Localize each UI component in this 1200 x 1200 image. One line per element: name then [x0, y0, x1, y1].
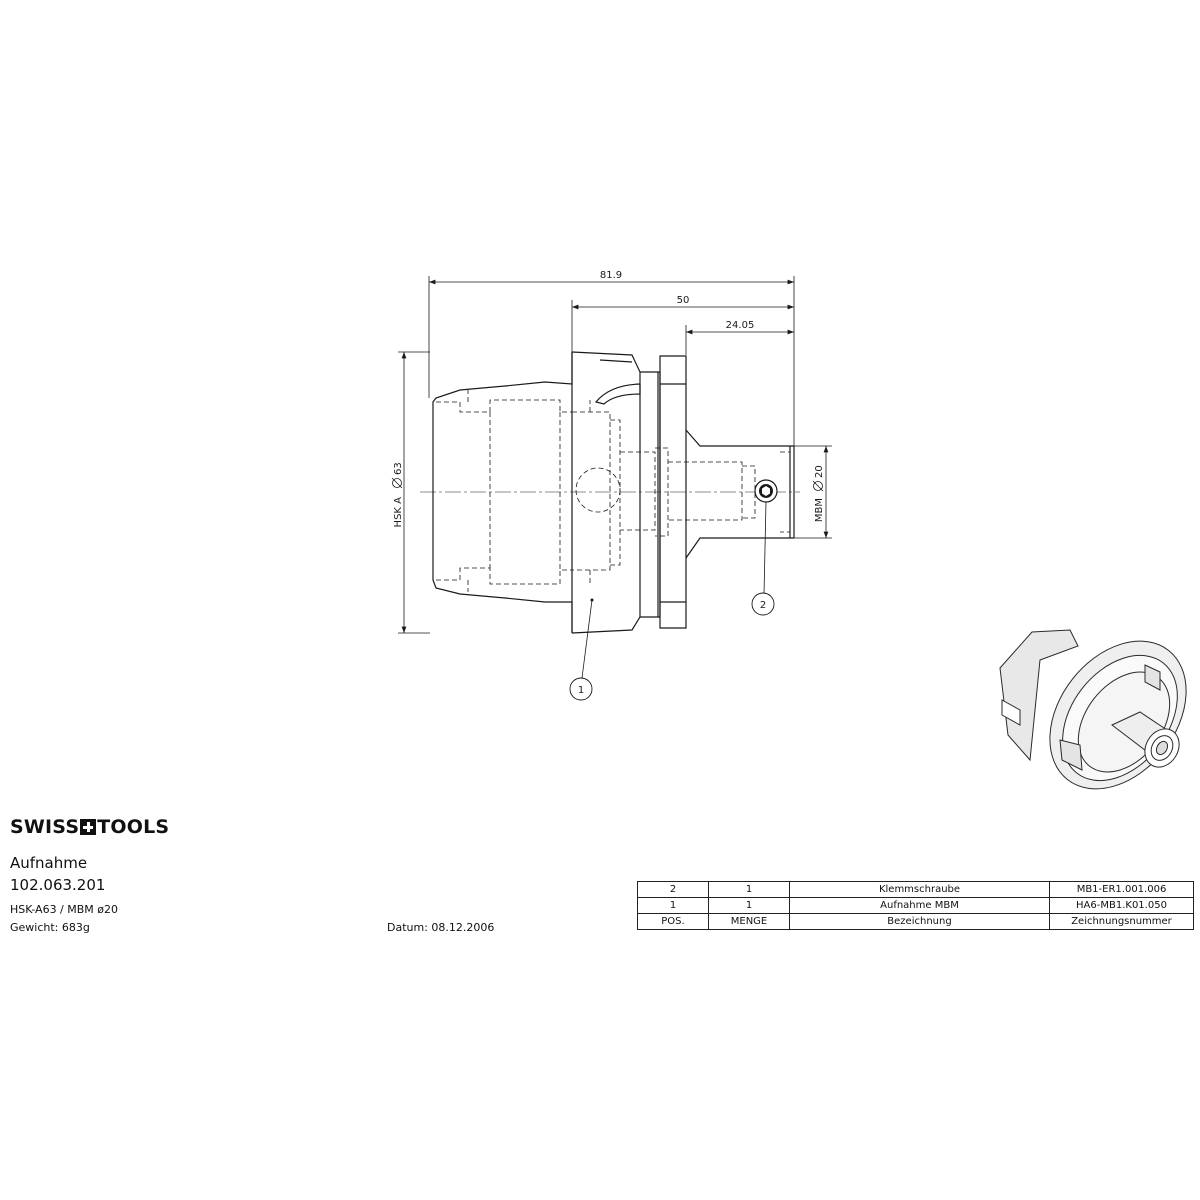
table-row	[638, 898, 1194, 914]
brand-left: SWISS	[10, 816, 80, 838]
svg-text:2: 2	[759, 600, 767, 611]
svg-text:1: 1	[577, 685, 585, 696]
part-name: Aufnahme	[10, 854, 88, 872]
hsk-label: HSK A	[393, 497, 404, 528]
bill-of-materials	[637, 881, 1194, 930]
table-header-row	[638, 914, 1194, 930]
isometric-preview	[1000, 615, 1200, 816]
part-weight: Gewicht: 683g	[10, 921, 90, 934]
balloon-2	[752, 593, 774, 615]
mbm-diameter-value: 20	[814, 465, 825, 478]
mbm-label: MBM	[814, 498, 825, 523]
table-row	[638, 882, 1194, 898]
bom-zeichnungsnummer: HA6-MB1.K01.050	[1050, 898, 1194, 914]
header-zeichnungsnummer: Zeichnungsnummer	[1050, 914, 1194, 930]
brand-logo	[10, 816, 169, 838]
balloon-1	[570, 678, 592, 700]
bom-menge: 1	[709, 882, 790, 898]
brand-right: TOOLS	[97, 816, 170, 838]
dim-hsk-diameter	[392, 462, 404, 527]
bom-pos: 1	[638, 898, 709, 914]
bom-menge: 1	[709, 898, 790, 914]
drawing-date: Datum: 08.12.2006	[387, 921, 495, 934]
hsk-diameter-value: 63	[393, 462, 404, 475]
header-pos: POS.	[638, 914, 709, 930]
dim-flange-to-end: 50	[676, 295, 690, 306]
header-menge: MENGE	[709, 914, 790, 930]
dim-mbm-diameter	[813, 465, 825, 522]
clamp-screw	[755, 480, 777, 502]
swiss-cross-icon	[80, 819, 96, 835]
bom-bezeichnung: Klemmschraube	[790, 882, 1050, 898]
dimension-lines	[398, 276, 832, 633]
dim-overall-length: 81.9	[599, 270, 623, 281]
hidden-lines	[436, 390, 790, 592]
tool-holder-outline	[433, 352, 794, 633]
dim-shank-length: 24.05	[725, 320, 755, 331]
part-number: 102.063.201	[10, 876, 106, 894]
bom-bezeichnung: Aufnahme MBM	[790, 898, 1050, 914]
header-bezeichnung: Bezeichnung	[790, 914, 1050, 930]
bom-pos: 2	[638, 882, 709, 898]
part-spec: HSK-A63 / MBM ø20	[10, 903, 119, 916]
bom-zeichnungsnummer: MB1-ER1.001.006	[1050, 882, 1194, 898]
